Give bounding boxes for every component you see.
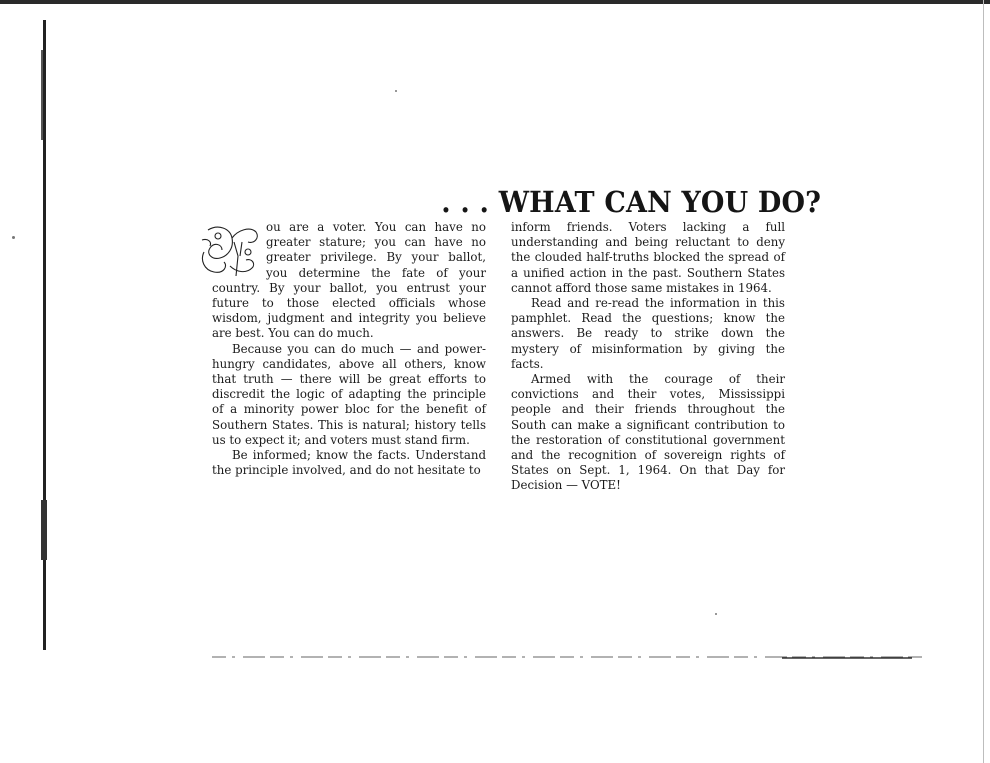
page-title: . . . WHAT CAN YOU DO? <box>441 185 822 220</box>
paragraph: Because you can do much — and power-hungry candidates, above all others, know that truth — there will be great efforts to discredit the logic of adapting the principle of a minority power bloc for the benefit of Southern States. This is natural; history tells us to expect it; and voters must stand firm. <box>212 341 486 447</box>
binding-edge <box>41 20 47 650</box>
left-column <box>212 220 486 478</box>
scan-top-edge <box>0 0 990 4</box>
paragraph: inform friends. Voters lacking a full understanding and being reluctant to deny the clouded half-truths blocked the spread of a unified action in the past. Southern States cannot afford those same mistakes in 1964. <box>511 220 785 295</box>
scan-speck <box>715 613 717 615</box>
scan-speck <box>395 90 397 92</box>
paragraph: ou are a voter. You can have no greater stature; you can have no greater privilege. By your ballot, you determine the fate of your country. By your ballot, you entrust your future to those elected officials whose wisdom, judgment and integrity you believe are best. You can do much. <box>212 220 486 341</box>
bottom-dashed-rule <box>212 655 922 661</box>
right-column <box>511 220 785 494</box>
paragraph: Read and re-read the information in this pamphlet. Read the questions; know the answers. Be ready to strike down the mystery of misinformation by giving the facts. <box>511 296 785 371</box>
paragraph: Armed with the courage of their convictions and their votes, Mississippi people and their friends throughout the South can make a significant contribution to the restoration of constitutional government and the recognition of sovereign rights of States on Sept. 1, 1964. On that Day for Decision — VOTE! <box>511 372 785 493</box>
paragraph: Be informed; know the facts. Understand the principle involved, and do not hesitate to <box>212 448 486 478</box>
ornate-drop-cap <box>198 222 260 280</box>
scan-right-edge <box>983 0 984 763</box>
drop-cap-letter-y-icon <box>198 222 260 280</box>
scan-speck <box>12 236 15 239</box>
